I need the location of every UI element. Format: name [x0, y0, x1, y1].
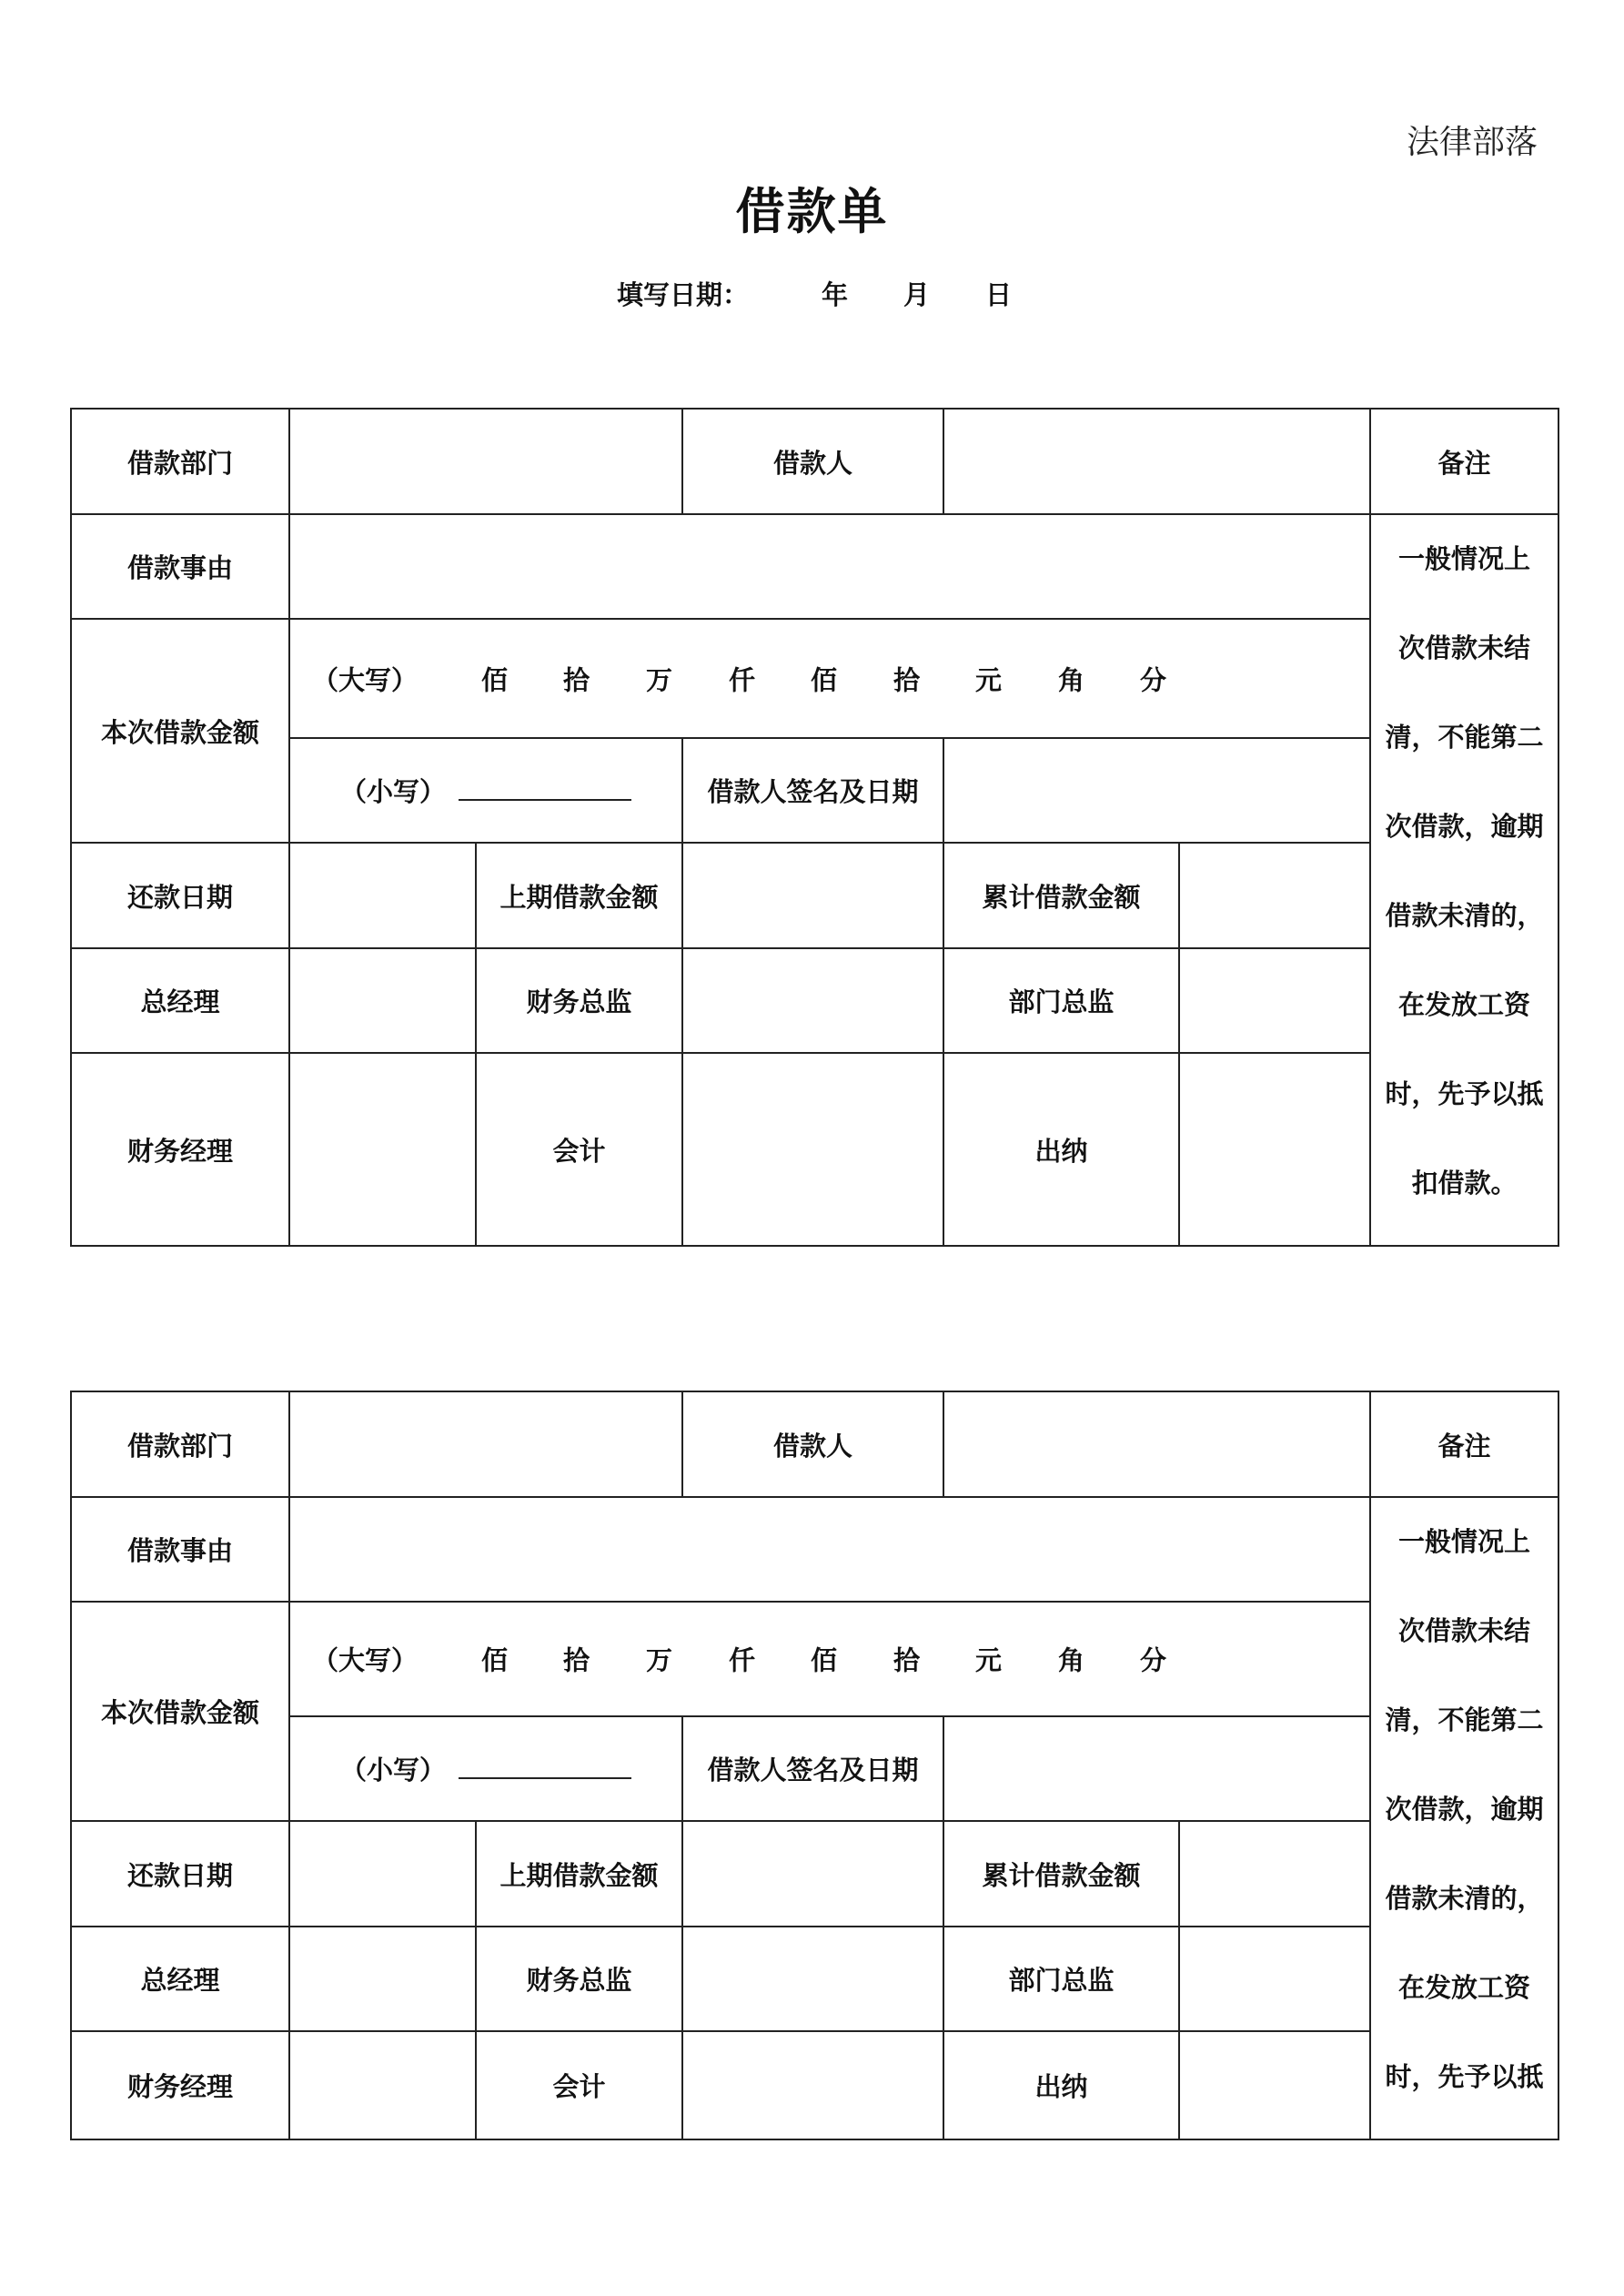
page-title: 借款单: [735, 183, 889, 240]
loan-form-1: [70, 408, 1559, 1247]
total-amount-label: 累计借款金额: [943, 843, 1179, 948]
remark-label: 备注: [1370, 1391, 1558, 1497]
unit-label: 佰: [811, 1644, 838, 1676]
reason-field[interactable]: [289, 1497, 1370, 1602]
note-line: 清，不能第二: [1385, 1704, 1544, 1735]
amount-lower-blank[interactable]: [459, 783, 631, 801]
note-line: 清，不能第二: [1385, 722, 1544, 753]
cashier-label: 出纳: [943, 1053, 1179, 1246]
prev-amount-label: 上期借款金额: [476, 843, 682, 948]
gm-label: 总经理: [71, 1927, 289, 2031]
dept-label: 借款部门: [71, 409, 289, 514]
unit-label: 拾: [893, 1644, 921, 1676]
gm-field[interactable]: [289, 948, 476, 1053]
accountant-label: 会计: [476, 2031, 682, 2139]
fin-manager-field[interactable]: [289, 2031, 476, 2139]
dept-label: 借款部门: [71, 1391, 289, 1497]
cashier-field[interactable]: [1179, 2031, 1370, 2139]
lower-label: （小写）: [339, 776, 446, 807]
unit-label: 万: [646, 1644, 673, 1676]
note-line: 一般情况上: [1397, 1526, 1530, 1557]
prev-amount-label: 上期借款金额: [476, 1821, 682, 1927]
total-amount-label: 累计借款金额: [943, 1821, 1179, 1927]
prev-amount-field[interactable]: [682, 843, 943, 948]
signature-field[interactable]: [943, 1716, 1370, 1821]
dept-head-field[interactable]: [1179, 1927, 1370, 2031]
signature-field[interactable]: [943, 738, 1370, 843]
reason-label: 借款事由: [71, 1497, 289, 1602]
unit-label: 分: [1140, 1644, 1167, 1676]
cfo-field[interactable]: [682, 1927, 943, 2031]
unit-label: 元: [975, 1644, 1003, 1676]
accountant-field[interactable]: [682, 1053, 943, 1246]
borrower-field[interactable]: [943, 409, 1370, 514]
reason-field[interactable]: [289, 514, 1370, 619]
dept-field[interactable]: [289, 409, 682, 514]
remark-note: [1370, 1497, 1558, 2139]
note-line: 时，先予以抵: [1385, 2061, 1544, 2092]
accountant-label: 会计: [476, 1053, 682, 1246]
unit-label: 佰: [811, 664, 838, 695]
note-line: 一般情况上: [1397, 543, 1530, 574]
note-line: 次借款，逾期: [1385, 1794, 1544, 1825]
amount-lower-field[interactable]: [289, 1716, 682, 1821]
unit-label: 分: [1140, 664, 1167, 695]
year-label: 年: [822, 279, 849, 310]
fin-manager-label: 财务经理: [71, 2031, 289, 2139]
note-line: 次借款未结: [1397, 632, 1530, 663]
amount-upper-field[interactable]: [289, 619, 1370, 738]
dept-head-field[interactable]: [1179, 948, 1370, 1053]
repay-date-label: 还款日期: [71, 1821, 289, 1927]
gm-field[interactable]: [289, 1927, 476, 2031]
prev-amount-field[interactable]: [682, 1821, 943, 1927]
cfo-field[interactable]: [682, 948, 943, 1053]
remark-label: 备注: [1370, 409, 1558, 514]
note-line: 在发放工资: [1397, 989, 1530, 1020]
total-amount-field[interactable]: [1179, 1821, 1370, 1927]
lower-label: （小写）: [339, 1755, 446, 1785]
fin-manager-field[interactable]: [289, 1053, 476, 1246]
borrower-label: 借款人: [682, 1391, 943, 1497]
gm-label: 总经理: [71, 948, 289, 1053]
unit-label: 仟: [729, 1644, 756, 1676]
dept-head-label: 部门总监: [943, 1927, 1179, 2031]
day-label: 日: [985, 279, 1013, 310]
amount-lower-blank[interactable]: [459, 1761, 631, 1779]
note-line: 借款未清的，: [1385, 900, 1544, 931]
cfo-label: 财务总监: [476, 948, 682, 1053]
note-line: 在发放工资: [1397, 1972, 1530, 2003]
month-label: 月: [903, 279, 931, 310]
repay-date-field[interactable]: [289, 1821, 476, 1927]
accountant-field[interactable]: [682, 2031, 943, 2139]
unit-label: 万: [646, 664, 673, 695]
cashier-field[interactable]: [1179, 1053, 1370, 1246]
brand-label: 法律部落: [1406, 124, 1538, 161]
borrower-label: 借款人: [682, 409, 943, 514]
dept-field[interactable]: [289, 1391, 682, 1497]
fill-date-label: 填写日期：: [617, 279, 750, 310]
note-line: 次借款未结: [1397, 1615, 1530, 1646]
remark-note: [1370, 514, 1558, 1246]
unit-label: 角: [1058, 1644, 1085, 1676]
reason-label: 借款事由: [71, 514, 289, 619]
total-amount-field[interactable]: [1179, 843, 1370, 948]
amount-label: 本次借款金额: [71, 619, 289, 843]
unit-label: 佰: [481, 664, 509, 695]
amount-upper-field[interactable]: [289, 1602, 1370, 1716]
note-line: 借款未清的，: [1385, 1883, 1544, 1914]
unit-label: 拾: [563, 664, 590, 695]
repay-date-field[interactable]: [289, 843, 476, 948]
upper-label: （大写）: [312, 664, 419, 695]
cashier-label: 出纳: [943, 2031, 1179, 2139]
dept-head-label: 部门总监: [943, 948, 1179, 1053]
unit-label: 拾: [893, 664, 921, 695]
cfo-label: 财务总监: [476, 1927, 682, 2031]
unit-label: 佰: [481, 1644, 509, 1676]
note-line: 次借款，逾期: [1385, 811, 1544, 842]
signature-label: 借款人签名及日期: [682, 738, 943, 843]
unit-label: 拾: [563, 1644, 590, 1676]
unit-label: 元: [975, 664, 1003, 695]
amount-label: 本次借款金额: [71, 1602, 289, 1821]
loan-form-2: [70, 1391, 1559, 2140]
note-line: 扣借款。: [1411, 1168, 1518, 1199]
note-line: 时，先予以抵: [1385, 1078, 1544, 1109]
signature-label: 借款人签名及日期: [682, 1716, 943, 1821]
repay-date-label: 还款日期: [71, 843, 289, 948]
borrower-field[interactable]: [943, 1391, 1370, 1497]
upper-label: （大写）: [312, 1644, 419, 1676]
fin-manager-label: 财务经理: [71, 1053, 289, 1246]
unit-label: 角: [1058, 664, 1085, 695]
amount-lower-field[interactable]: [289, 738, 682, 843]
unit-label: 仟: [729, 664, 756, 695]
